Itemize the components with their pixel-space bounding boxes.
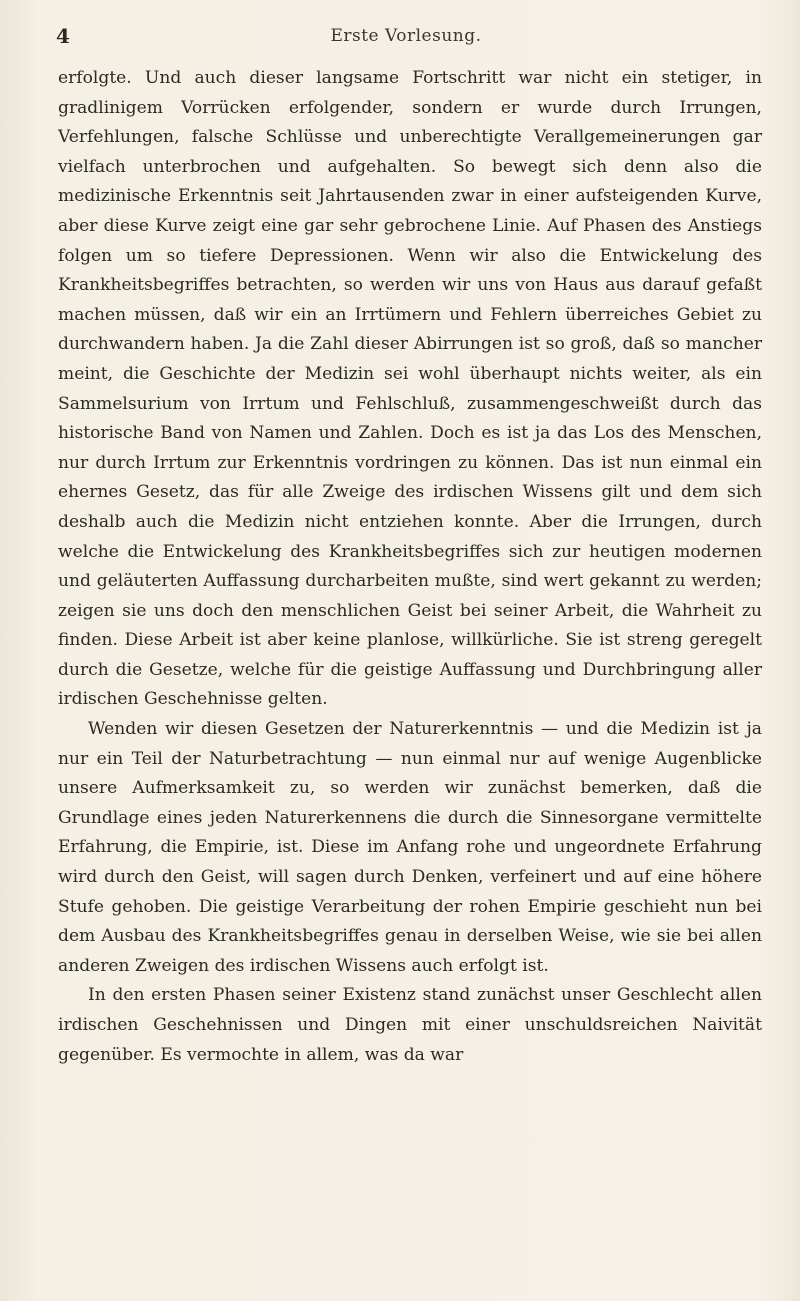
- running-title: Erste Vorlesung.: [330, 26, 482, 46]
- body-text: [58, 64, 762, 1070]
- paragraph-1: erfolgte. Und auch dieser langsame Fortschritt war nicht ein stetiger, in gradlinigem Vorrücken erfolgender, sondern er wurde durch Irrungen, Verfehlungen, falsche Schlüsse und unberechtigte Verallgemeinerungen gar vielfach unterbrochen und aufgehalten. So bewegt sich denn also die medizinische Erkenntnis seit Jahrtausenden zwar in einer aufsteigenden Kurve, aber diese Kurve zeigt eine gar sehr gebrochene Linie. Auf Phasen des Anstiegs folgen um so tiefere Depressionen. Wenn wir also die Entwickelung des Krankheitsbegriffes betrachten, so werden wir uns von Haus aus darauf gefaßt machen müssen, daß wir ein an Irrtümern und Fehlern überreiches Gebiet zu durchwandern haben. Ja die Zahl dieser Abirrungen ist so groß, daß so mancher meint, die Geschichte der Medizin sei wohl überhaupt nichts weiter, als ein Sammelsurium von Irrtum und Fehlschluß, zusammengeschweißt durch das historische Band von Namen und Zahlen. Doch es ist ja das Los des Menschen, nur durch Irrtum zur Erkenntnis vordringen zu können. Das ist nun einmal ein ehernes Gesetz, das für alle Zweige des irdischen Wissens gilt und dem sich deshalb auch die Medizin nicht entziehen konnte. Aber die Irrungen, durch welche die Entwickelung des Krankheitsbegriffes sich zur heutigen modernen und geläuterten Auffassung durcharbeiten mußte, sind wert gekannt zu werden; zeigen sie uns doch den menschlichen Geist bei seiner Arbeit, die Wahrheit zu finden. Diese Arbeit ist aber keine planlose, willkürliche. Sie ist streng geregelt durch die Gesetze, welche für die geistige Auffassung und Durchbringung aller irdischen Geschehnisse gelten.: [58, 68, 762, 710]
- paragraph-3: In den ersten Phasen seiner Existenz stand zunächst unser Geschlecht allen irdischen Geschehnissen und Dingen mit einer unschuldsreichen Naivität gegenüber. Es vermochte in allem, was da war: [58, 985, 762, 1065]
- running-head: [56, 18, 756, 48]
- page-number: 4: [56, 24, 70, 48]
- paragraph-2: Wenden wir diesen Gesetzen der Naturerkenntnis — und die Medizin ist ja nur ein Teil der Naturbetrachtung — nun einmal nur auf wenige Augenblicke unsere Aufmerksamkeit zu, so werden wir zunächst bemerken, daß die Grundlage eines jeden Naturerkennens die durch die Sinnesorgane vermittelte Erfahrung, die Empirie, ist. Diese im Anfang rohe und ungeordnete Erfahrung wird durch den Geist, will sagen durch Denken, verfeinert und auf eine höhere Stufe gehoben. Die geistige Verarbeitung der rohen Empirie geschieht nun bei dem Ausbau des Krankheitsbegriffes genau in derselben Weise, wie sie bei allen anderen Zweigen des irdischen Wissens auch erfolgt ist.: [58, 719, 762, 976]
